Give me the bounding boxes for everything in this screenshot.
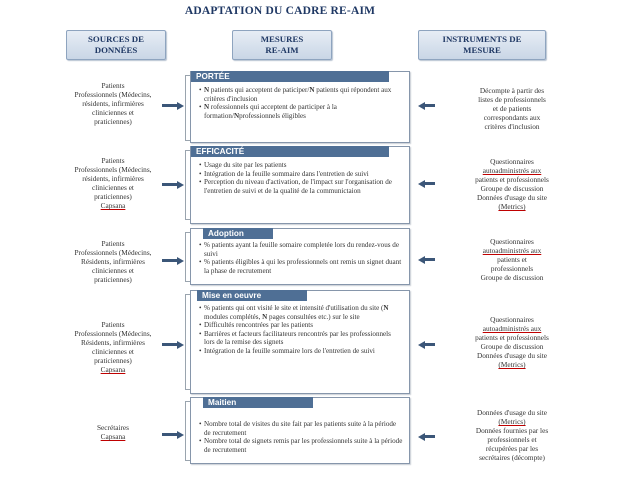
source-line: Professionnels (Médecins, [74, 248, 152, 258]
instrument-line: Données fournies par les [475, 426, 549, 436]
source-line: Résidents, infirmières [80, 257, 146, 267]
bullet: • Intégration de la feuille sommaire lors de l'entretien de suivi [199, 347, 403, 356]
arrow-right-icon [177, 181, 184, 189]
source-line: praticiennes) [94, 275, 132, 285]
arrow-right-icon [177, 341, 184, 349]
header-sources: SOURCES DE DONNÉES [66, 30, 166, 60]
instrument-line: Données d'usage du site [476, 408, 547, 417]
section-maitien [190, 397, 410, 464]
source-line: praticiennes) [94, 117, 132, 127]
source-line: Résidents, infirmières [80, 338, 146, 348]
source-line: Capsana [100, 365, 126, 375]
instrument-line: Questionnaires [490, 157, 534, 166]
source-line: Capsana [100, 432, 126, 442]
arrow-left-icon [418, 180, 425, 188]
bullet: • Barrières et facteurs facilitateurs rencontrés par les professionnels lors de la remise des signets [199, 330, 403, 347]
source-line: résidents, infirmières [82, 174, 144, 184]
instrument-line: récupérées par les [485, 444, 539, 454]
source-line: cliniciennes et [92, 347, 134, 357]
bullet: • Nombre total de visites du site fait par les patients suite à la période de recrutement [199, 420, 403, 437]
section-adoption [190, 228, 410, 285]
source-line: Patients [101, 239, 125, 248]
bullet: • Intégration de la feuille sommaire dans l'entretien de suivi [199, 170, 403, 179]
instrument-line: et de patients [492, 104, 532, 114]
instrument-line: Groupe de discussion [480, 342, 544, 352]
bullet: • Nombre total de signets remis par les professionnels suite à la période de recrutement [199, 437, 403, 454]
instrument-line: professionnels [490, 264, 534, 274]
source-line: cliniciennes et [92, 108, 134, 118]
bullet-list-mise-en-oeuvre [199, 304, 403, 356]
header-mesures: MESURES RE-AIM [232, 30, 332, 60]
bullet: • Usage du site par les patients [199, 161, 403, 170]
bullet: • Difficultés rencontrées par les patients [199, 321, 403, 330]
source-line: praticiennes) [94, 356, 132, 366]
instrument-line: patients et professionnels [475, 333, 549, 343]
section-efficacite [190, 146, 410, 224]
instrument-line: critères d'inclusion [484, 122, 540, 132]
section-title-mise-en-oeuvre: Mise en oeuvre [197, 290, 307, 301]
instrument-line: Questionnaires [490, 237, 534, 246]
bullet-list-adoption [199, 241, 403, 275]
section-title-efficacite: EFFICACITÉ [191, 146, 389, 157]
instrument-line: autoadministrés aux [482, 166, 542, 176]
instrument-line: Groupe de discussion [480, 184, 544, 194]
source-line: Capsana [100, 201, 126, 211]
instrument-line: Groupe de discussion [480, 273, 544, 283]
instrument-line: patients et professionnels [475, 175, 549, 185]
source-line: praticiennes) [94, 192, 132, 202]
source-line: Professionnels (Médecins, [74, 90, 152, 100]
bullet-list-portee [199, 86, 403, 120]
bullet: • N patients qui acceptent de paticiper/N patients qui répondent aux critères d'inclusion [199, 86, 403, 103]
arrow-left-icon [418, 433, 425, 441]
bullet: • % patients éligibles à qui les professionnels ont remis un signet duant la phase de recrutement [199, 258, 403, 275]
bullet: • % patients ayant la feuille somaire completée lors du rendez-vous de suivi [199, 241, 403, 258]
source-line: Secrétaires [96, 423, 129, 432]
arrow-shaft [162, 259, 178, 262]
source-line: Patients [101, 156, 125, 165]
arrow-right-icon [177, 257, 184, 265]
instrument-line: patients et [497, 255, 527, 265]
instrument-line: (Metrics) [498, 360, 526, 370]
instrument-line: Données d'usage du site [476, 193, 547, 203]
source-line: cliniciennes et [92, 266, 134, 276]
arrow-left-icon [418, 341, 425, 349]
section-portee [190, 71, 410, 143]
instrument-line: autoadministrés aux [482, 324, 542, 334]
source-line: Professionnels (Médecins, [74, 329, 152, 339]
source-line: Professionnels (Médecins, [74, 165, 152, 175]
arrow-shaft [162, 183, 178, 186]
bullet-list-efficacite [199, 161, 403, 195]
instrument-mise-en-oeuvre [432, 315, 592, 370]
instrument-efficacite [432, 157, 592, 212]
arrow-left-icon [418, 102, 425, 110]
source-line: Patients [101, 320, 125, 329]
instrument-line: Questionnaires [490, 315, 534, 324]
section-mise-en-oeuvre [190, 290, 410, 394]
bullet: • Perception du niveau d'activation, de l'impact sur l'organisation de l'entretien de suivi et de la qualité de la communictaion [199, 178, 403, 195]
instrument-line: (Metrics) [498, 417, 526, 427]
instrument-line: secrétaires (décompte) [479, 453, 545, 463]
page-title: ADAPTATION DU CADRE RE-AIM [184, 5, 376, 17]
bullet-list-maitien [199, 420, 403, 454]
section-title-adoption: Adoption [203, 228, 273, 239]
instrument-line: Données d'usage du site [476, 351, 547, 361]
bullet: • % patients qui ont visité le site et intensité d'utilisation du site (N modules complétés, N pages consultées etc.) sur le site [199, 304, 403, 321]
instrument-portee [432, 86, 592, 131]
source-line: résidents, infirmières [82, 99, 144, 109]
source-line: cliniciennes et [92, 183, 134, 193]
instrument-line: correspondants aux [483, 113, 541, 123]
instrument-line: autoadministrés aux [482, 246, 542, 256]
instrument-line: (Metrics) [498, 202, 526, 212]
arrow-right-icon [177, 102, 184, 110]
arrow-left-icon [418, 256, 425, 264]
source-mise-en-oeuvre [38, 320, 188, 375]
arrow-shaft [162, 104, 178, 107]
arrow-shaft [162, 343, 178, 346]
instrument-adoption [432, 237, 592, 282]
source-line: Patients [101, 81, 125, 90]
instrument-line: listes de professionnels [478, 95, 546, 105]
bullet: • N rofessionnels qui acceptent de participer à la formation/Nprofessionnels éligibles [199, 103, 403, 120]
arrow-shaft [162, 433, 178, 436]
section-title-maitien: Maitien [203, 397, 313, 408]
instrument-line: Décompte à partir des [479, 86, 545, 95]
instrument-maitien [432, 408, 592, 463]
arrow-right-icon [177, 431, 184, 439]
instrument-line: professionnels et [487, 435, 537, 445]
header-instruments: INSTRUMENTS DE MESURE [418, 30, 546, 60]
section-title-portee: PORTÉE [191, 71, 389, 82]
